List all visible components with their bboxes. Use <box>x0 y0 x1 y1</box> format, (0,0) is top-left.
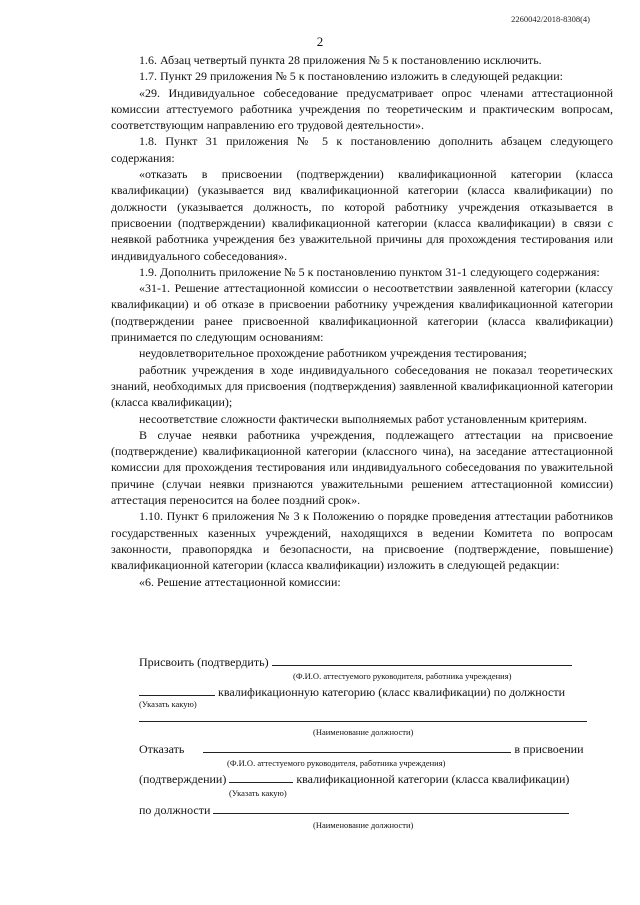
confirm-label: (подтверждении) <box>139 772 227 786</box>
position-label: по должности <box>139 803 211 817</box>
refuse-row <box>139 741 584 757</box>
document-id: 2260042/2018-8308(4) <box>511 14 590 24</box>
paragraph-31-1: «31-1. Решение аттестационной комиссии о несоответствии заявленной категории (классу квалификации) и об отказе в присвоении работнику учреждения квалификационной категории (подтверждении ранее присвоенной квалификационной категории (класса квалификации) принимается по следующим основаниям: <box>111 281 613 345</box>
confirm-row <box>139 771 569 787</box>
paragraph-1-10: 1.10. Пункт 6 приложения № 3 к Положению о порядке проведения аттестации работников государственных казенных учреждений, находящихся в ведении Комитета по вопросам законности, правопорядка и безопасности, на присвоение (подтверждение, повышение) квалификационной категории (класса квалификации) изложить в следующей редакции: <box>111 509 613 573</box>
position-row-2 <box>139 802 569 818</box>
paragraph-1-6: 1.6. Абзац четвертый пункта 28 приложения № 5 к постановлению исключить. <box>139 53 542 67</box>
position-line-1[interactable] <box>139 710 587 722</box>
paragraph-1-7: 1.7. Пункт 29 приложения № 5 к постановлению изложить в следующей редакции: <box>139 69 563 84</box>
caption-fio-1: (Ф.И.О. аттестуемого руководителя, работника учреждения) <box>293 671 512 681</box>
paragraph-decision: «6. Решение аттестационной комиссии: <box>139 574 341 589</box>
fio-line-1[interactable] <box>272 654 572 666</box>
qualification-row <box>139 684 565 700</box>
paragraph-1-8: 1.8. Пункт 31 приложения № 5 к постановлению дополнить абзацем следующего содержания: <box>111 134 613 165</box>
position-line-row-1 <box>139 710 587 726</box>
category-line-2[interactable] <box>229 771 293 783</box>
assign-row <box>139 654 572 670</box>
paragraph-refuse-text: «отказать в присвоении (подтверждении) квалификационной категории (класса квалификации) (указывается вид квалификационной категории (класса квалификации) по должности (указывается должность, по которой работнику учреждения отказывается в присвоении (подтверждении) квалификационной категории (класса квалификации) в связи с неявкой работника учреждения без уважительной причины для прохождения тестирования или индивидуального собеседования». <box>111 167 613 263</box>
paragraph-ground-3: несоответствие сложности фактически выполняемых работ установленным критериям. <box>139 411 588 426</box>
caption-position-1: (Наименование должности) <box>313 727 414 737</box>
paragraph-absence: В случае неявки работника учреждения, подлежащего аттестации на присвоение (подтверждение) квалификационной категории (классного чина), на заседание аттестационной комиссии для прохождения тестирования или индивидуального собеседования по уважительной причине (случаи неявки признаются уважительными решением аттестационной комиссии) аттестация переносится на более поздний срок». <box>111 427 613 508</box>
position-line-2[interactable] <box>213 802 569 814</box>
paragraph-ground-1: неудовлетворительное прохождение работником учреждения тестирования; <box>139 346 527 361</box>
fio-line-2[interactable] <box>203 741 511 753</box>
category-line-1[interactable] <box>139 684 215 696</box>
qualification-text: квалификационную категорию (класс квалификации) по должности <box>218 685 566 699</box>
paragraph-29-text: «29. Индивидуальное собеседование предусматривает опрос членами аттестационной комиссии аттестуемого работника учреждения по теоретическим и практическим вопросам, соответствующим направлению его трудовой деятельности». <box>111 85 613 133</box>
caption-fio-2: (Ф.И.О. аттестуемого руководителя, работника учреждения) <box>227 758 446 768</box>
caption-specify-2: (Указать какую) <box>229 788 287 798</box>
decision-form <box>111 654 613 844</box>
caption-specify-1: (Указать какую) <box>139 699 197 709</box>
page-number: 2 <box>316 34 324 49</box>
assign-label: Присвоить (подтвердить) <box>139 655 269 669</box>
refuse-tail: в присвоении <box>514 742 584 756</box>
paragraph-ground-2: работник учреждения в ходе индивидуального собеседования не показал теоретических знаний, необходимых для присвоения (подтверждения) заявленной квалификационной категории (класса квалификации); <box>111 362 613 410</box>
caption-position-2: (Наименование должности) <box>313 820 414 830</box>
refuse-label: Отказать <box>139 742 185 756</box>
paragraph-1-9: 1.9. Дополнить приложение № 5 к постановлению пунктом 31-1 следующего содержания: <box>139 264 600 279</box>
qualification-text-2: квалификационной категории (класса квалификации) <box>296 772 570 786</box>
document-body <box>111 52 613 590</box>
